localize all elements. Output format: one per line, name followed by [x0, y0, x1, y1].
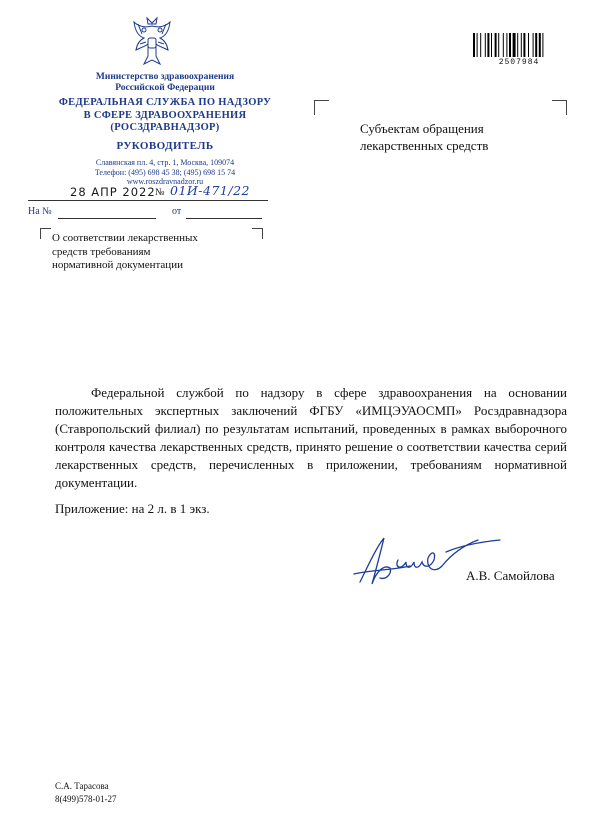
barcode-bar	[521, 33, 522, 57]
executor-name: С.А. Тарасова	[55, 781, 109, 791]
head-title: РУКОВОДИТЕЛЬ	[116, 140, 214, 152]
addressee: Субъектам обращения лекарственных средств	[360, 121, 489, 153]
registration-number-label: №	[155, 187, 165, 198]
barcode-bar	[473, 33, 475, 57]
signer-name: А.В. Самойлова	[466, 568, 555, 583]
barcode-bar	[477, 33, 478, 57]
barcode-bar	[523, 33, 525, 57]
addressee-bracket-left	[314, 100, 329, 115]
attachment-note: Приложение: на 2 л. в 1 экз.	[55, 501, 210, 516]
barcode-bar	[539, 33, 541, 57]
barcode-bar	[509, 33, 511, 57]
barcode-bar	[533, 33, 534, 57]
incoming-date-label: от	[172, 206, 182, 217]
addressee-bracket-right	[552, 100, 567, 115]
agency-address: Славянская пл. 4, стр. 1, Москва, 109074 Телефон: (495) 698 45 38; (495) 698 15 74 www.roszdravnadzor.ru	[94, 158, 236, 186]
barcode-bar	[528, 33, 529, 57]
registration-date-stamp: 28 АПР 2022	[70, 185, 156, 199]
subject-text: О соответствии лекарственных средств требованиям нормативной документации	[52, 232, 198, 271]
barcode-bar	[503, 33, 504, 57]
barcode-bar	[517, 33, 518, 57]
agency-name: ФЕДЕРАЛЬНАЯ СЛУЖБА ПО НАДЗОРУ В СФЕРЕ ЗДРАВООХРАНЕНИЯ (РОСЗДРАВНАДЗОР)	[58, 97, 272, 133]
barcode-bar	[480, 33, 481, 57]
executor-phone: 8(499)578-01-27	[55, 794, 117, 804]
incoming-date-line	[186, 218, 262, 219]
barcode-number: 2507984	[498, 58, 540, 67]
barcode-bar	[495, 33, 497, 57]
double-headed-eagle-emblem-icon	[130, 14, 174, 70]
letter-body: Федеральной службой по надзору в сфере здравоохранения на основании положительных экспертных заключений ФГБУ «ИМЦЭУАОСМП» Росздравнадзора (Ставропольский филиал) по результатам испытаний, проведенных в рамках выборочного контроля качества лекарственных средств, принято решение о соответствии качества серий лекарственных средств, перечисленных в приложении, требованиям нормативной документации.	[55, 385, 567, 490]
barcode-bar	[498, 33, 499, 57]
ministry-name: Министерство здравоохранения Российской Федерации	[95, 72, 235, 93]
subject-bracket-right	[252, 228, 263, 239]
barcode-bar	[487, 33, 489, 57]
barcode-bar	[513, 33, 516, 57]
subject-bracket-left	[40, 228, 51, 239]
registration-number: 01И-471/22	[170, 183, 251, 198]
barcode	[473, 33, 565, 57]
barcode-bar	[542, 33, 543, 57]
registration-underline	[28, 200, 268, 201]
barcode-bar	[491, 33, 492, 57]
barcode-bar	[535, 33, 537, 57]
barcode-bar	[485, 33, 486, 57]
incoming-number-line	[58, 218, 156, 219]
barcode-bar	[506, 33, 507, 57]
incoming-number-label: На №	[28, 206, 52, 217]
